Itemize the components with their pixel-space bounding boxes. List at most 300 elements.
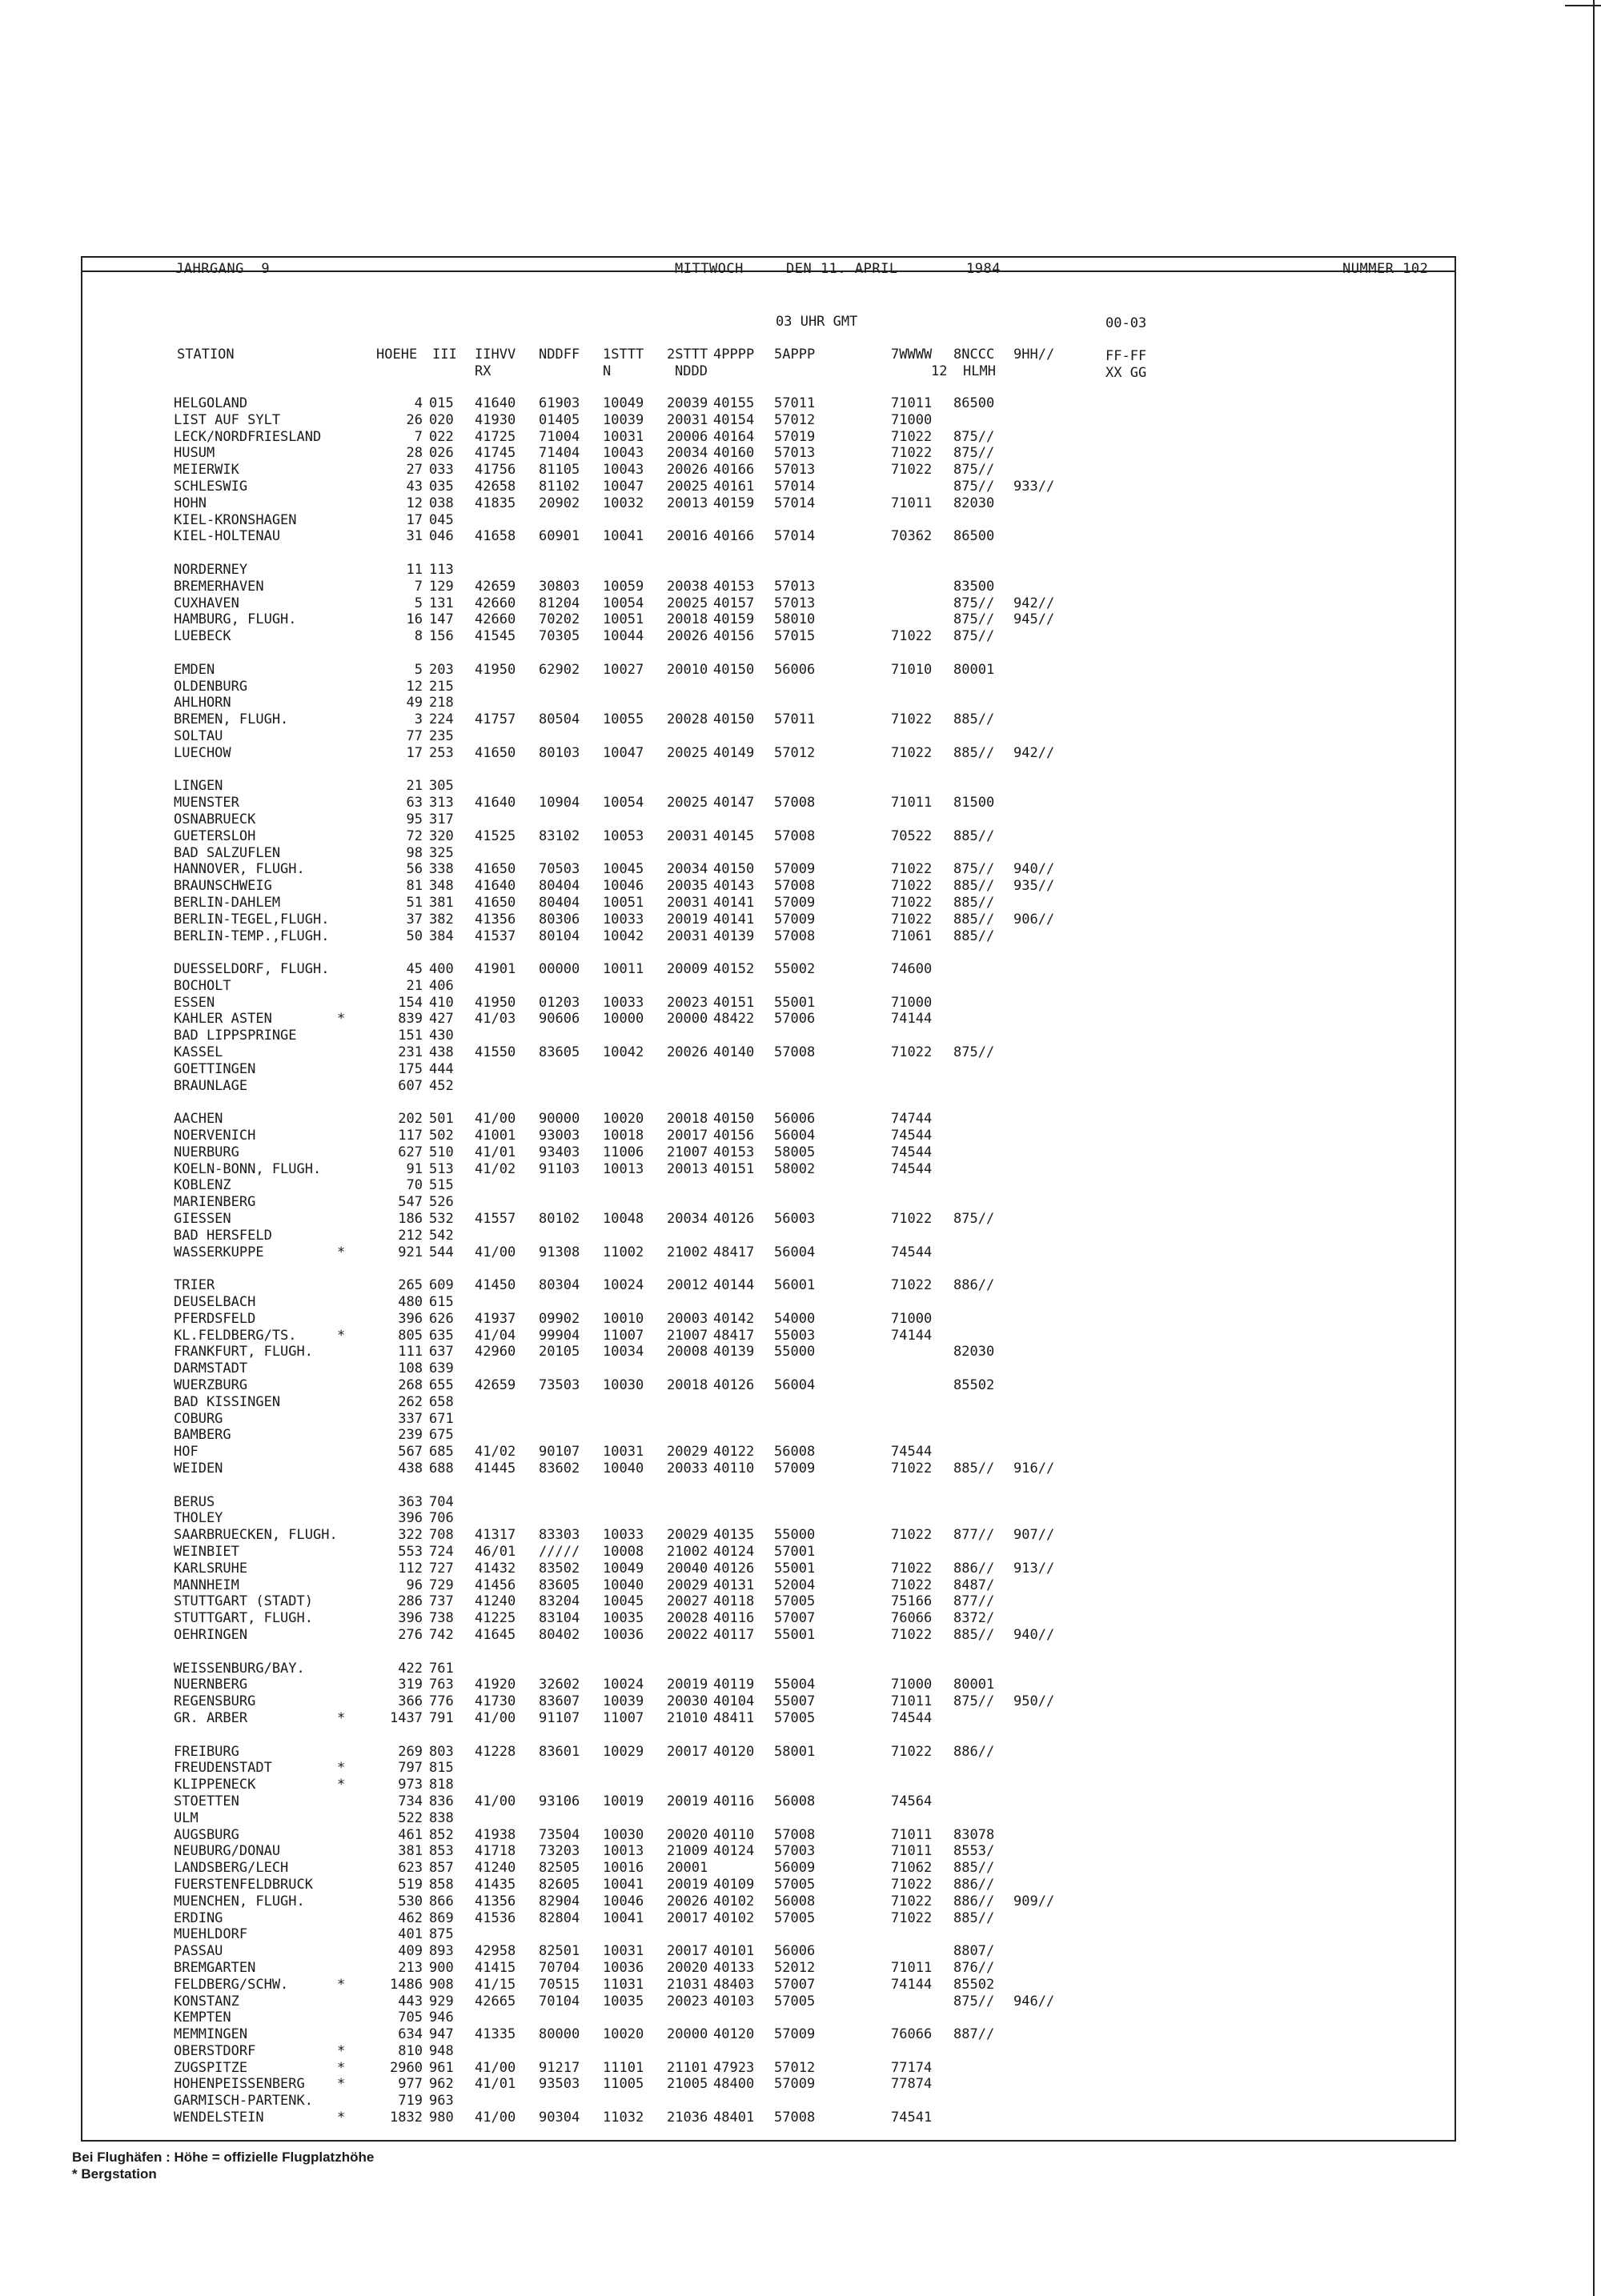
station-id: 704 [429, 1493, 454, 1510]
table-row [0, 395, 1601, 412]
4pppp: 40102 [713, 1893, 755, 1909]
9hh: 913// [1013, 1560, 1055, 1577]
8nccc: 8487/ [953, 1577, 995, 1593]
5appp: 57008 [774, 827, 816, 844]
col-2sttt: 2STTT [667, 347, 708, 363]
table-row [0, 462, 1601, 479]
5appp: 57008 [774, 928, 816, 944]
station-name: FUERSTENFELDBRUCK [174, 1876, 313, 1893]
8nccc: 81500 [953, 795, 995, 811]
4pppp: 40164 [713, 428, 755, 445]
station-group [0, 961, 1601, 1094]
4pppp: 40141 [713, 911, 755, 928]
4pppp: 40144 [713, 1277, 755, 1294]
9hh: 933// [1013, 478, 1055, 495]
2sttt: 20017 [667, 1743, 708, 1760]
5appp: 55007 [774, 1693, 816, 1710]
station-name: STUTTGART, FLUGH. [174, 1610, 313, 1627]
station-id: 635 [429, 1327, 454, 1344]
mountain-marker: * [337, 1709, 346, 1726]
2sttt: 20016 [667, 528, 708, 545]
7wwww: 76066 [891, 1610, 933, 1627]
8nccc: 82030 [953, 495, 995, 511]
table-row [0, 1228, 1601, 1244]
station-id: 038 [429, 495, 454, 511]
7wwww: 71022 [891, 911, 933, 928]
1sttt: 10033 [603, 1527, 644, 1544]
table-row [0, 845, 1601, 862]
2sttt: 20034 [667, 861, 708, 878]
8nccc: 8807/ [953, 1943, 995, 1960]
station-name: BAMBERG [174, 1427, 231, 1444]
7wwww: 71022 [891, 1626, 933, 1643]
station-id: 542 [429, 1227, 454, 1244]
table-row [0, 2093, 1601, 2110]
iihvv: 41525 [475, 827, 516, 844]
station-id: 382 [429, 911, 454, 928]
nddff: 80306 [539, 911, 580, 928]
1sttt: 10044 [603, 628, 644, 645]
nddff: 90606 [539, 1011, 580, 1028]
7wwww: 75166 [891, 1593, 933, 1610]
9hh: 909// [1013, 1893, 1055, 1909]
iihvv: 42659 [475, 1377, 516, 1394]
1sttt: 10030 [603, 1826, 644, 1843]
5appp: 54000 [774, 1310, 816, 1327]
station-name: AUGSBURG [174, 1826, 239, 1843]
iihvv: 41930 [475, 411, 516, 428]
1sttt: 10046 [603, 878, 644, 895]
station-id: 502 [429, 1128, 454, 1144]
station-id: 658 [429, 1393, 454, 1410]
8nccc: 876// [953, 1959, 995, 1976]
station-name: BREMEN, FLUGH. [174, 711, 289, 728]
table-row [0, 1377, 1601, 1394]
1sttt: 10031 [603, 1943, 644, 1960]
2sttt: 20025 [667, 478, 708, 495]
7wwww: 77874 [891, 2076, 933, 2093]
1sttt: 11005 [603, 2076, 644, 2093]
nddff: 01203 [539, 994, 580, 1011]
1sttt: 10049 [603, 1560, 644, 1577]
table-row [0, 2043, 1601, 2060]
station-id: 235 [429, 727, 454, 744]
station-name: DUESSELDORF, FLUGH. [174, 961, 330, 978]
table-row [0, 1360, 1601, 1377]
1sttt: 10039 [603, 1693, 644, 1710]
iihvv: 41745 [475, 445, 516, 462]
1sttt: 11101 [603, 2059, 644, 2076]
station-id: 526 [429, 1194, 454, 1211]
2sttt: 20022 [667, 1626, 708, 1643]
station-height: 50 [406, 928, 423, 944]
iihvv: 41445 [475, 1461, 516, 1477]
2sttt: 20019 [667, 911, 708, 928]
4pppp: 40150 [713, 661, 755, 678]
8nccc: 885// [953, 894, 995, 911]
station-height: 8 [414, 628, 423, 645]
station-name: HOHN [174, 495, 207, 511]
4pppp: 40145 [713, 827, 755, 844]
9hh: 940// [1013, 861, 1055, 878]
col-sub-nddd: NDDD [675, 363, 708, 379]
station-height: 77 [406, 727, 423, 744]
5appp: 57009 [774, 1461, 816, 1477]
4pppp: 48422 [713, 1011, 755, 1028]
station-height: 16 [406, 611, 423, 628]
table-row [0, 679, 1601, 695]
2sttt: 21010 [667, 1709, 708, 1726]
5appp: 57013 [774, 462, 816, 479]
iihvv: 42658 [475, 478, 516, 495]
table-row [0, 1394, 1601, 1411]
8nccc: 86500 [953, 395, 995, 411]
station-id: 742 [429, 1626, 454, 1643]
iihvv: 41456 [475, 1577, 516, 1593]
2sttt: 20033 [667, 1461, 708, 1477]
table-row [0, 961, 1601, 978]
station-height: 91 [406, 1160, 423, 1177]
4pppp: 40150 [713, 711, 755, 728]
station-height: 269 [398, 1743, 423, 1760]
iihvv: 41/02 [475, 1160, 516, 1177]
7wwww: 71010 [891, 661, 933, 678]
station-name: AACHEN [174, 1111, 223, 1128]
4pppp: 40120 [713, 1743, 755, 1760]
nddff: 62902 [539, 661, 580, 678]
nddff: 82605 [539, 1876, 580, 1893]
table-row [0, 1061, 1601, 1078]
nddff: 80402 [539, 1626, 580, 1643]
date-label: DEN 11. APRIL [786, 261, 898, 277]
5appp: 57003 [774, 1843, 816, 1860]
nddff: 81102 [539, 478, 580, 495]
station-height: 7 [414, 578, 423, 595]
station-name: DEUSELBACH [174, 1294, 256, 1311]
9hh: 946// [1013, 1993, 1055, 2010]
9hh: 916// [1013, 1461, 1055, 1477]
7wwww: 76066 [891, 2026, 933, 2043]
station-name: BAD HERSFELD [174, 1227, 272, 1244]
5appp: 57012 [774, 2059, 816, 2076]
4pppp: 40126 [713, 1211, 755, 1228]
station-name: OEHRINGEN [174, 1626, 248, 1643]
2sttt: 20025 [667, 595, 708, 611]
5appp: 55001 [774, 1626, 816, 1643]
table-row [0, 1527, 1601, 1544]
station-height: 623 [398, 1860, 423, 1877]
1sttt: 10031 [603, 428, 644, 445]
station-name: KOELN-BONN, FLUGH. [174, 1160, 322, 1177]
nddff: 93503 [539, 2076, 580, 2093]
station-height: 212 [398, 1227, 423, 1244]
iihvv: 41950 [475, 994, 516, 1011]
nddff: 91103 [539, 1160, 580, 1177]
nddff: 80000 [539, 2026, 580, 2043]
station-height: 262 [398, 1393, 423, 1410]
nddff: 82501 [539, 1943, 580, 1960]
iihvv: 41001 [475, 1128, 516, 1144]
station-group [0, 1661, 1601, 1727]
station-name: KIEL-KRONSHAGEN [174, 511, 297, 528]
col-sub-xxgg: XX GG [1105, 365, 1147, 381]
station-name: OSNABRUECK [174, 811, 256, 827]
station-name: GARMISCH-PARTENK. [174, 2093, 313, 2110]
station-height: 461 [398, 1826, 423, 1843]
1sttt: 10042 [603, 1044, 644, 1061]
1sttt: 10027 [603, 661, 644, 678]
station-name: HELGOLAND [174, 395, 248, 411]
station-name: LUECHOW [174, 744, 231, 761]
1sttt: 10042 [603, 928, 644, 944]
2sttt: 20025 [667, 744, 708, 761]
2sttt: 20031 [667, 894, 708, 911]
station-height: 705 [398, 2010, 423, 2026]
station-height: 186 [398, 1211, 423, 1228]
1sttt: 10039 [603, 411, 644, 428]
5appp: 57009 [774, 2076, 816, 2093]
table-row [0, 1111, 1601, 1128]
jahrgang-label: JAHRGANG 9 [175, 261, 271, 277]
station-name: THOLEY [174, 1510, 223, 1527]
8nccc: 875// [953, 1211, 995, 1228]
2sttt: 21007 [667, 1327, 708, 1344]
1sttt: 10051 [603, 611, 644, 628]
4pppp: 40126 [713, 1377, 755, 1394]
iihvv: 41415 [475, 1959, 516, 1976]
table-row [0, 479, 1601, 495]
2sttt: 21031 [667, 1976, 708, 1993]
station-height: 409 [398, 1943, 423, 1960]
station-name: BERUS [174, 1493, 215, 1510]
2sttt: 20020 [667, 1826, 708, 1843]
1sttt: 10029 [603, 1743, 644, 1760]
nddff: 93003 [539, 1128, 580, 1144]
5appp: 57013 [774, 578, 816, 595]
1sttt: 10041 [603, 528, 644, 545]
8nccc: 85502 [953, 1377, 995, 1394]
station-height: 381 [398, 1843, 423, 1860]
5appp: 57008 [774, 1044, 816, 1061]
iihvv: 42660 [475, 595, 516, 611]
2sttt: 20010 [667, 661, 708, 678]
7wwww: 71000 [891, 1310, 933, 1327]
9hh: 945// [1013, 611, 1055, 628]
station-name: ULM [174, 1809, 199, 1826]
4pppp: 40157 [713, 595, 755, 611]
8nccc: 85502 [953, 1976, 995, 1993]
iihvv: 41/00 [475, 1709, 516, 1726]
1sttt: 11007 [603, 1327, 644, 1344]
station-id: 438 [429, 1044, 454, 1061]
7wwww: 71022 [891, 1527, 933, 1544]
9hh: 906// [1013, 911, 1055, 928]
table-row [0, 495, 1601, 512]
station-height: 239 [398, 1427, 423, 1444]
col-iii: III [432, 347, 457, 363]
station-group [0, 562, 1601, 645]
nddff: 20105 [539, 1344, 580, 1360]
station-height: 1832 [390, 2110, 423, 2126]
station-name: NUERNBERG [174, 1677, 248, 1693]
station-group [0, 662, 1601, 762]
station-height: 17 [406, 744, 423, 761]
nddff: 90000 [539, 1111, 580, 1128]
station-height: 366 [398, 1693, 423, 1710]
2sttt: 20013 [667, 495, 708, 511]
weekday-label: MITTWOCH [675, 261, 744, 277]
table-row [0, 1344, 1601, 1360]
nddff: 82904 [539, 1893, 580, 1909]
iihvv: 42665 [475, 1993, 516, 2010]
station-name: REGENSBURG [174, 1693, 256, 1710]
nddff: 71004 [539, 428, 580, 445]
table-row [0, 1177, 1601, 1194]
7wwww: 74544 [891, 1244, 933, 1260]
8nccc: 875// [953, 595, 995, 611]
station-group [0, 1277, 1601, 1477]
station-height: 12 [406, 678, 423, 695]
5appp: 58002 [774, 1160, 816, 1177]
iihvv: 41650 [475, 861, 516, 878]
5appp: 55003 [774, 1327, 816, 1344]
station-height: 111 [398, 1344, 423, 1360]
nddff: 83601 [539, 1743, 580, 1760]
2sttt: 20008 [667, 1344, 708, 1360]
2sttt: 20035 [667, 878, 708, 895]
2sttt: 20019 [667, 1793, 708, 1809]
9hh: 942// [1013, 744, 1055, 761]
8nccc: 875// [953, 1993, 995, 2010]
mountain-marker: * [337, 2059, 346, 2076]
station-height: 443 [398, 1993, 423, 2010]
station-id: 803 [429, 1743, 454, 1760]
nddff: ///// [539, 1543, 580, 1560]
2sttt: 20029 [667, 1444, 708, 1461]
table-row [0, 611, 1601, 628]
table-row [0, 828, 1601, 845]
7wwww: 71022 [891, 1211, 933, 1228]
2sttt: 20006 [667, 428, 708, 445]
table-row [0, 1661, 1601, 1677]
5appp: 57008 [774, 2110, 816, 2126]
station-name: SAARBRUECKEN, FLUGH. [174, 1527, 338, 1544]
2sttt: 20040 [667, 1560, 708, 1577]
7wwww: 74544 [891, 1709, 933, 1726]
7wwww: 71022 [891, 1560, 933, 1577]
station-id: 384 [429, 928, 454, 944]
nddff: 83605 [539, 1044, 580, 1061]
4pppp: 48403 [713, 1976, 755, 1993]
station-height: 276 [398, 1626, 423, 1643]
station-name: KASSEL [174, 1044, 223, 1061]
iihvv: 41901 [475, 961, 516, 978]
1sttt: 10019 [603, 1793, 644, 1809]
5appp: 57013 [774, 445, 816, 462]
5appp: 55001 [774, 994, 816, 1011]
table-row [0, 1710, 1601, 1727]
1sttt: 10047 [603, 744, 644, 761]
nddff: 80504 [539, 711, 580, 728]
1sttt: 10035 [603, 1610, 644, 1627]
8nccc: 885// [953, 1461, 995, 1477]
station-height: 12 [406, 495, 423, 511]
station-group [0, 1111, 1601, 1260]
7wwww: 71022 [891, 1577, 933, 1593]
station-name: BAD SALZUFLEN [174, 844, 281, 861]
station-name: MEMMINGEN [174, 2026, 248, 2043]
table-row [0, 1910, 1601, 1927]
7wwww: 74544 [891, 1128, 933, 1144]
station-height: 28 [406, 445, 423, 462]
station-id: 836 [429, 1793, 454, 1809]
table-row [0, 528, 1601, 545]
4pppp: 40156 [713, 1128, 755, 1144]
4pppp: 40159 [713, 495, 755, 511]
7wwww: 71011 [891, 1826, 933, 1843]
station-id: 929 [429, 1993, 454, 2010]
station-name: NUERBURG [174, 1144, 239, 1160]
station-id: 838 [429, 1809, 454, 1826]
station-group [0, 1494, 1601, 1644]
station-height: 977 [398, 2076, 423, 2093]
4pppp: 40124 [713, 1843, 755, 1860]
station-height: 530 [398, 1893, 423, 1909]
station-height: 286 [398, 1593, 423, 1610]
2sttt: 20000 [667, 1011, 708, 1028]
2sttt: 20034 [667, 1211, 708, 1228]
station-name: OLDENBURG [174, 678, 248, 695]
1sttt: 10036 [603, 1959, 644, 1976]
8nccc: 885// [953, 878, 995, 895]
station-name: NOERVENICH [174, 1128, 256, 1144]
col-sub-rx: RX [475, 363, 492, 379]
station-id: 626 [429, 1310, 454, 1327]
col-sub-n: N [603, 363, 612, 379]
9hh: 935// [1013, 878, 1055, 895]
4pppp: 47923 [713, 2059, 755, 2076]
iihvv: 41835 [475, 495, 516, 511]
table-row [0, 1977, 1601, 1993]
2sttt: 20029 [667, 1527, 708, 1544]
nddff: 70503 [539, 861, 580, 878]
1sttt: 11002 [603, 1244, 644, 1260]
table-row [0, 1011, 1601, 1028]
mountain-marker: * [337, 1976, 346, 1993]
station-id: 129 [429, 578, 454, 595]
mountain-marker: * [337, 1760, 346, 1777]
station-name: BERLIN-TEGEL,FLUGH. [174, 911, 330, 928]
station-name: FRANKFURT, FLUGH. [174, 1344, 313, 1360]
7wwww: 71022 [891, 878, 933, 895]
station-id: 815 [429, 1760, 454, 1777]
table-row [0, 745, 1601, 762]
7wwww: 71000 [891, 411, 933, 428]
nddff: 80304 [539, 1277, 580, 1294]
2sttt: 20026 [667, 1044, 708, 1061]
station-name: MANNHEIM [174, 1577, 239, 1593]
nddff: 70515 [539, 1976, 580, 1993]
8nccc: 885// [953, 827, 995, 844]
station-id: 893 [429, 1943, 454, 1960]
station-name: HUSUM [174, 445, 215, 462]
8nccc: 886// [953, 1876, 995, 1893]
5appp: 56008 [774, 1793, 816, 1809]
col-7wwww: 7WWWW [891, 347, 933, 363]
station-height: 268 [398, 1377, 423, 1394]
iihvv: 41317 [475, 1527, 516, 1544]
4pppp: 40133 [713, 1959, 755, 1976]
